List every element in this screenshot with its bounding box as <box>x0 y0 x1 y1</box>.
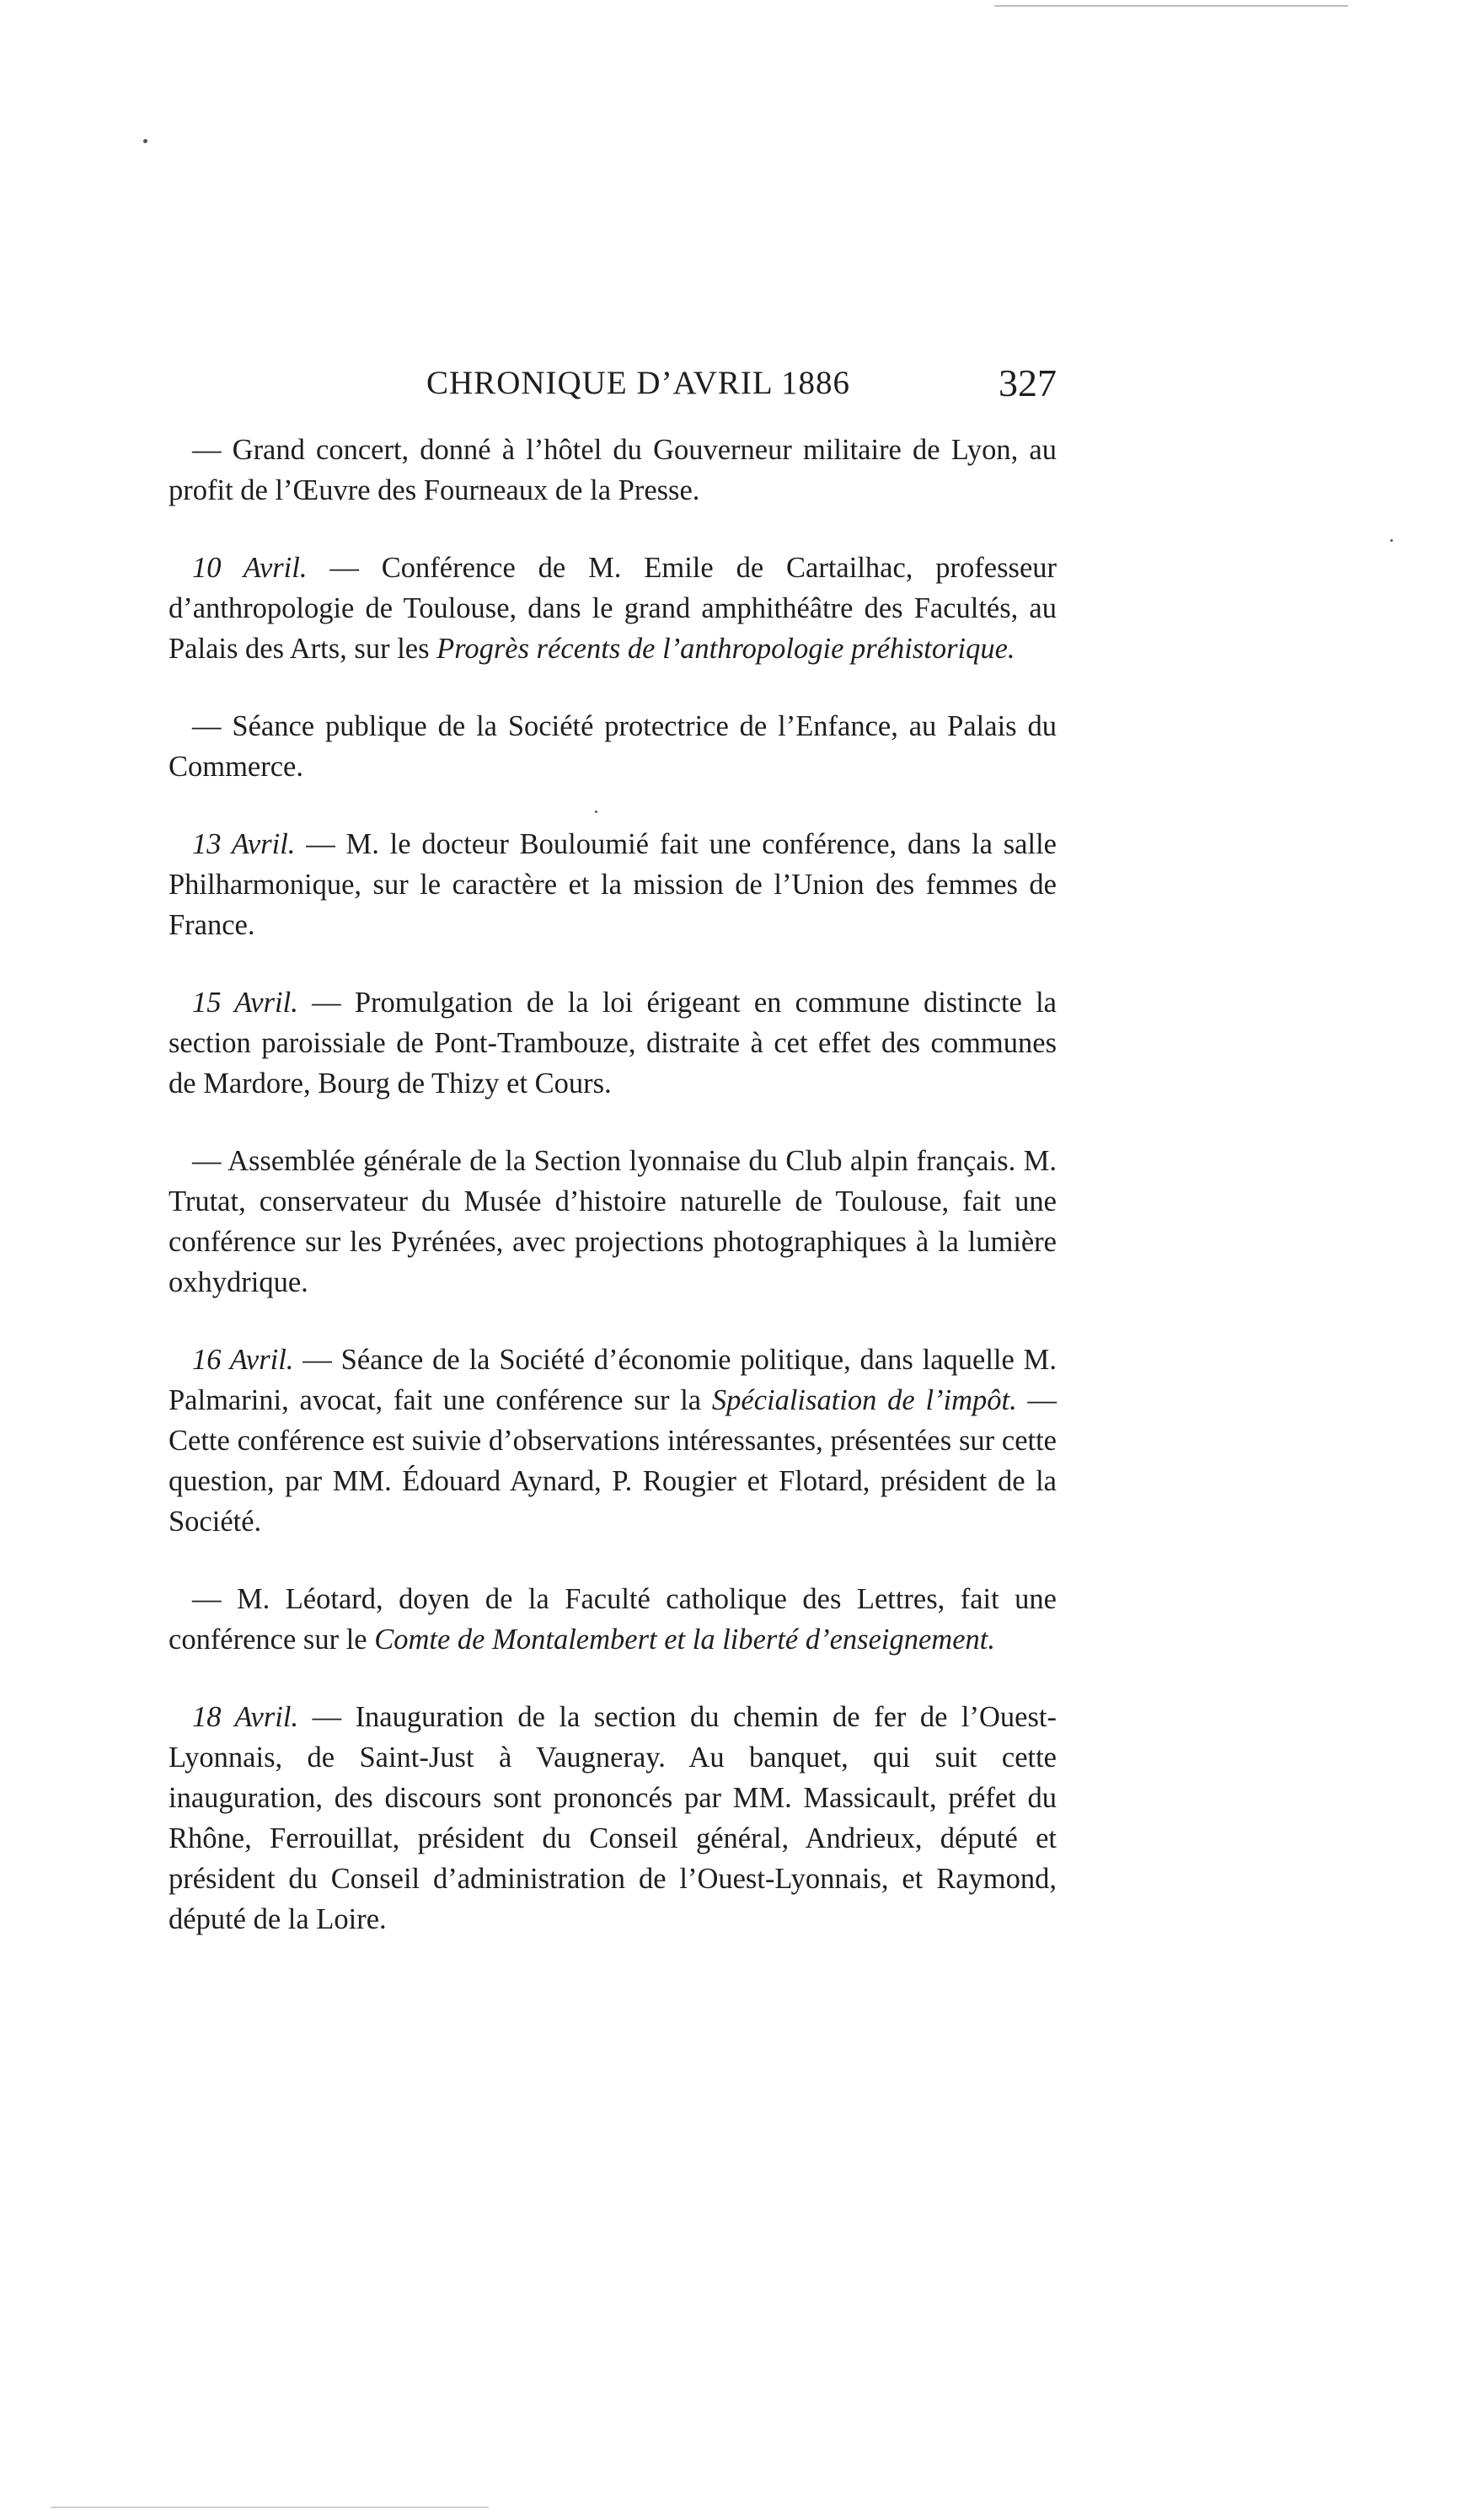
entry-date: 15 Avril. <box>192 987 298 1019</box>
entry-text: — Assemblée générale de la Section lyonnaise du Club alpin français. M. Trutat, conservateur du Musée d’histoire naturelle de Toulouse, fait une conférence sur les Pyrénées, avec projections photographiques à la lumière oxhydrique. <box>169 1145 1057 1298</box>
entry-paragraph <box>169 1340 1057 1542</box>
entry-paragraph <box>169 1697 1057 1939</box>
entry-date: 16 Avril. <box>192 1344 294 1376</box>
entry-text: — M. Léotard, doyen de la Faculté catholique des Lettres, fait une conférence sur le <box>169 1583 1057 1656</box>
bottom-edge-mark <box>51 2507 489 2508</box>
chronicle-text <box>169 430 1057 1977</box>
entry-paragraph <box>169 982 1057 1104</box>
ink-speck <box>143 139 147 143</box>
entry-title-italic: Spécialisation de l’impôt. <box>711 1384 1017 1416</box>
entry-text: — Séance publique de la Société protectrice de l’Enfance, au Palais du Commerce. <box>169 710 1057 783</box>
entry-paragraph <box>169 706 1057 787</box>
entry-paragraph <box>169 548 1057 669</box>
entry-paragraph <box>169 430 1057 511</box>
page-header <box>169 361 1057 415</box>
running-title: CHRONIQUE D’AVRIL 1886 <box>426 365 850 401</box>
entry-date: 13 Avril. <box>192 828 296 860</box>
top-edge-mark <box>994 5 1348 7</box>
entry-text: — Inauguration de la section du chemin de fer de l’Ouest-Lyonnais, de Saint-Just à Vaugneray. Au banquet, qui suit cette inauguration, des discours sont prononcés par MM. Massicault, préfet du Rhône, Ferrouillat, président du Conseil général, Andrieux, député et président du Conseil d’administration de l’Ouest-Lyonnais, et Raymond, député de la Loire. <box>169 1701 1057 1935</box>
page-number: 327 <box>999 361 1057 404</box>
ink-speck <box>1390 539 1393 542</box>
entry-text-continued: — Cette conférence est suivie d’observations intéressantes, présentées sur cette question, par MM. Édouard Aynard, P. Rougier et Flotard, président de la Société. <box>169 1384 1057 1538</box>
entry-date: 10 Avril. <box>192 552 308 584</box>
entry-text: — M. le docteur Bouloumié fait une conférence, dans la salle Philharmonique, sur le caractère et la mission de l’Union des femmes de France. <box>169 828 1057 941</box>
entry-text: — Promulgation de la loi érigeant en commune distincte la section paroissiale de Pont-Trambouze, distraite à cet effet des communes de Mardore, Bourg de Thizy et Cours. <box>169 987 1057 1099</box>
entry-title-italic: Progrès récents de l’anthropologie préhistorique. <box>436 633 1015 665</box>
entry-title-italic: Comte de Montalembert et la liberté d’enseignement. <box>374 1624 995 1656</box>
entry-text: — Grand concert, donné à l’hôtel du Gouverneur militaire de Lyon, au profit de l’Œuvre des Fourneaux de la Presse. <box>169 434 1057 506</box>
entry-date: 18 Avril. <box>192 1701 299 1733</box>
entry-text: — Séance de la Société d’économie politique, dans laquelle M. Palmarini, avocat, fait une conférence sur la <box>169 1344 1057 1416</box>
entry-paragraph <box>169 1141 1057 1303</box>
entry-paragraph <box>169 824 1057 945</box>
entry-paragraph <box>169 1579 1057 1660</box>
entry-text: — Conférence de M. Emile de Cartailhac, professeur d’anthropologie de Toulouse, dans le grand amphithéâtre des Facultés, au Palais des Arts, sur les <box>169 552 1057 665</box>
